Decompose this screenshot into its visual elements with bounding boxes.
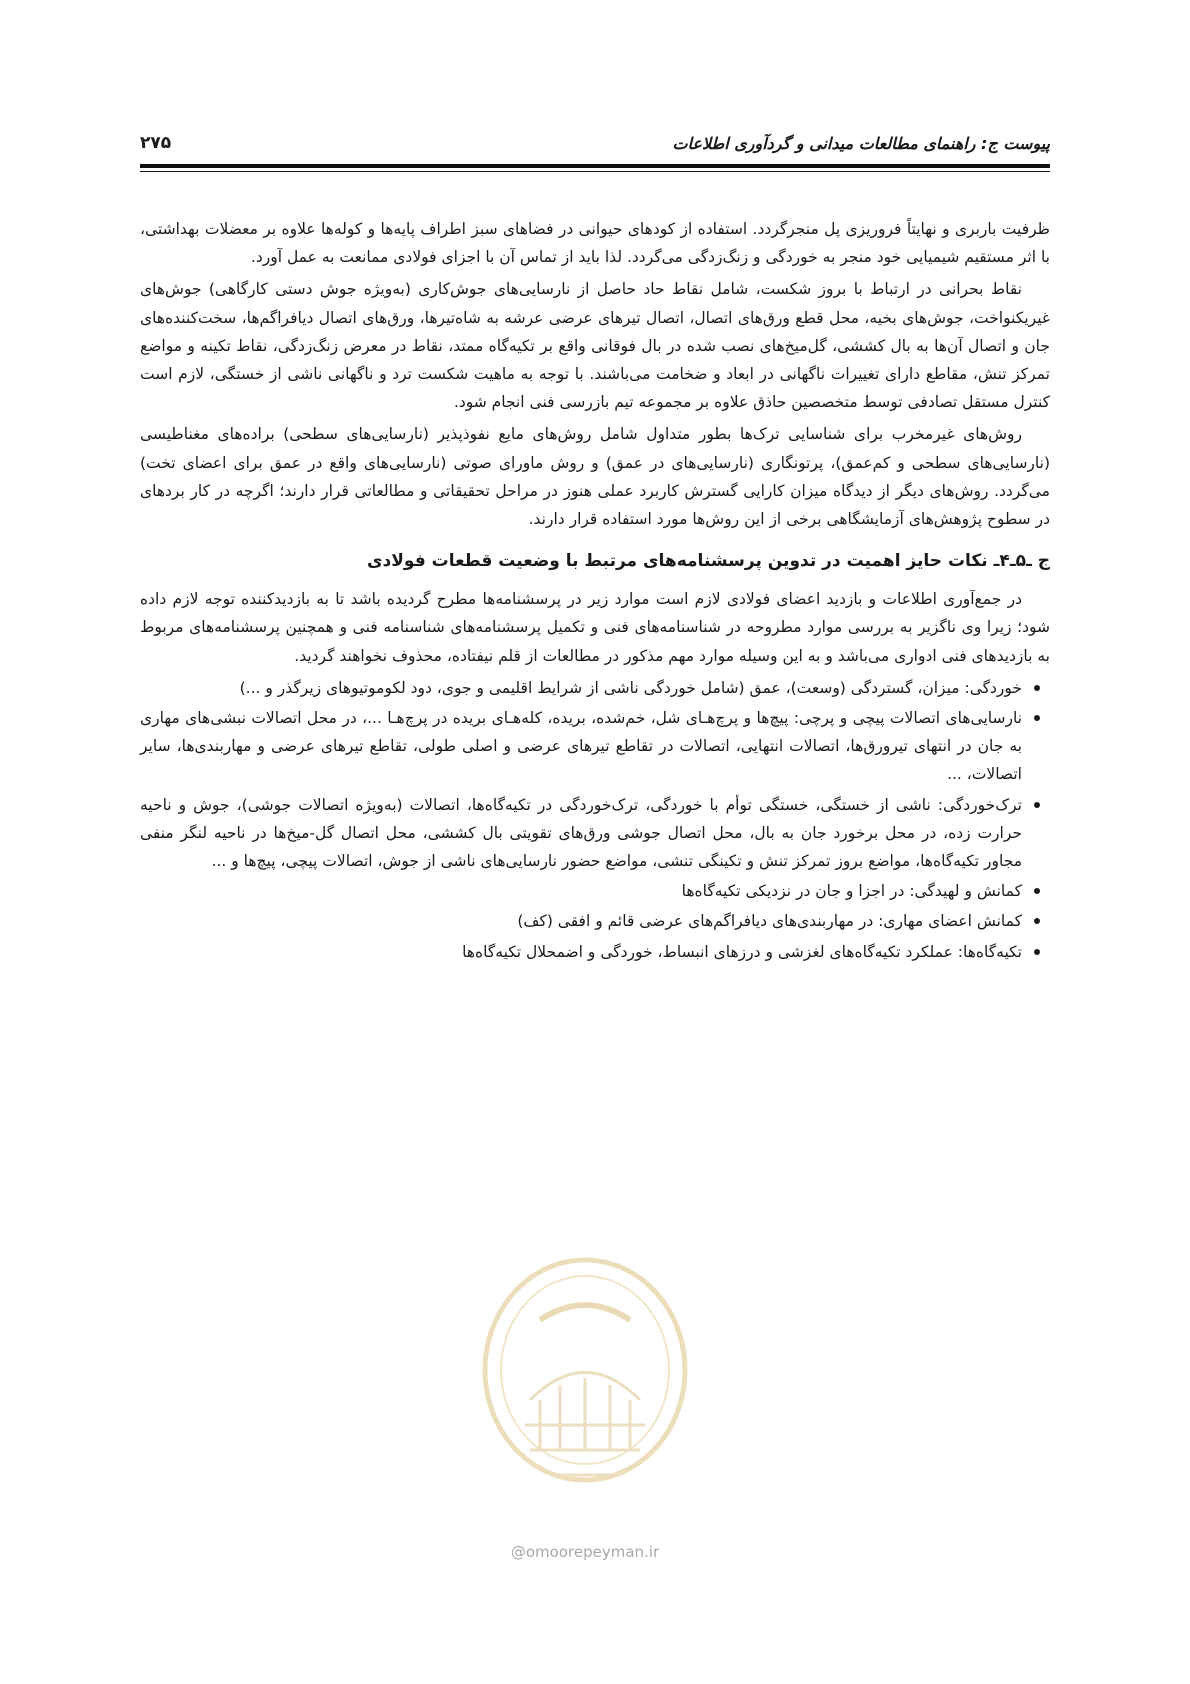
paragraph-2: نقاط بحرانی در ارتباط با بروز شکست، شامل نقاط حاد حاصل از نارسایی‌های جوش‌کاری (به‌ویژه جوش دستی کارگاهی) جوش‌های غیریکنواخت، جوش‌های بخیه، محل قطع ورق‌های اتصال، اتصال تیرهای عرضی عرشه به شاه‌تیرها، ورق‌های اتصال دیافراگم‌ها، سخت‌کننده‌های جان و اتصال آن‌ها به بال کششی، گل‌میخ‌های نصب شده در بال فوقانی واقع بر تکیه‌گاه ممتد، نقاط در معرض زنگ‌زدگی، نقاط تکینه و مواضع تمرکز تنش، مقاطع دارای تغییرات ناگهانی در ابعاد و ضخامت می‌باشند. با توجه به ماهیت شکست ترد و ناگهانی ناشی از خستگی، لازم است کنترل مستقل تصادفی توسط متخصصین حاذق علاوه بر مجموعه تیم بازرسی فنی انجام شود. [140, 280, 1050, 412]
list-item: ترک‌خوردگی: ناشی از خستگی، خستگی توأم با خوردگی، ترک‌خوردگی در تکیه‌گاه‌ها، اتصالات (به‌ویژه اتصالات جوشی)، جوش و ناحیه حرارت زده، در محل برخورد جان به بال، محل اتصال جوشی ورق‌های تقویتی بال کششی، محل اتصال گل-میخ‌ها در ناحیه لنگر منفی مجاور تکیه‌گاه‌ها، مواضع بروز تمرکز تنش و تکینگی تنشی، مواضع حضور نارسایی‌های ناشی از جوش، اتصالات پیچی، پیچ‌ها و ... [140, 791, 1022, 876]
list-item: نارسایی‌های اتصالات پیچی و پرچی: پیچ‌ها و پرچ‌هـای شل، خم‌شده، بریده، کله‌هـای بریده در پرچ‌هـا ...، در محل اتصالات نبشی‌های مهاری به جان در انتهای تیرورق‌ها، اتصالات انتهایی، اتصالات در تقاطع تیرهای عرضی و اصلی طولی، تقاطع تیرهای عرضی و مهاربندی‌ها، سایر اتصالات، ... [140, 704, 1022, 789]
watermark-logo [470, 1250, 700, 1540]
page-number: ۲۷۵ [140, 133, 172, 153]
body-content [140, 215, 1050, 968]
watermark-url: @omoorepeyman.ir [510, 1543, 660, 1561]
section-intro: در جمع‌آوری اطلاعات و بازدید اعضای فولادی لازم است موارد زیر در پرسشنامه‌ها مطرح گردیده باشد تا به بازدیدکننده توجه لازم داده شود؛ زیرا وی ناگزیر به بررسی موارد مطروحه در شناسنامه‌های فنی و تکمیل پرسشنامه‌های شناسنامه فنی و همچنین پرسشنامه‌های مربوط به بازدیدهای فنی ادواری می‌باشد و به این وسیله موارد مهم مذکور در مطالعات از قلم نیفتاده، محذوف نخواهند گردید. [140, 590, 1050, 665]
list-item: تکیه‌گاه‌ها: عملکرد تکیه‌گاه‌های لغزشی و درزهای انبساط، خوردگی و اضمحلال تکیه‌گاه‌ها [140, 938, 1022, 966]
section-heading: ج ـ۵ـ۴ـ نکات حایز اهمیت در تدوین پرسشنامه‌های مرتبط با وضعیت قطعات فولادی [366, 551, 1050, 572]
header-rule-thin [140, 171, 1050, 172]
list-item: خوردگی: میزان، گستردگی (وسعت)، عمق (شامل خوردگی ناشی از شرایط اقلیمی و جوی، دود لکوموتیوهای زیرگذر و ...) [140, 674, 1022, 702]
bullet-list [140, 674, 1050, 966]
running-title: پیوست ج: راهنمای مطالعات میدانی و گردآوری اطلاعات [672, 133, 1050, 153]
list-item: کمانش و لهیدگی: در اجزا و جان در نزدیکی تکیه‌گاه‌ها [140, 877, 1022, 905]
paragraph-1: ظرفیت باربری و نهایتاً فروریزی پل منجرگردد. استفاده از کودهای حیوانی در فضاهای سبز اطراف پایه‌ها و کوله‌ها علاوه بر معضلات بهداشتی، با اثر مستقیم شیمیایی خود منجر به خوردگی و زنگ‌زدگی می‌گردد. لذا باید از تماس آن با اجزای فولادی ممانعت به عمل آورد. [140, 220, 1050, 267]
page-header [140, 128, 1050, 158]
header-rule-thick [140, 164, 1050, 168]
paragraph-3: روش‌های غیرمخرب برای شناسایی ترک‌ها بطور متداول شامل روش‌های مایع نفوذپذیر (نارسایی‌های سطحی) براده‌های مغناطیسی (نارسایی‌های سطحی و کم‌عمق)، پرتونگاری (نارسایی‌های در عمق) و روش ماورای صوتی (نارسایی‌های واقع در عمق برای اعضای تخت) می‌گردد. روش‌های دیگر از دیدگاه میزان کارایی گسترش کاربرد عملی هنوز در مراحل تحقیقاتی و مطالعاتی قرار دارند؛ اگرچه در کار بردهای در سطوح پژوهش‌های آزمایشگاهی برخی از این روش‌ها مورد استفاده قرار دارند. [140, 425, 1050, 529]
list-item: کمانش اعضای مهاری: در مهاربندی‌های دیافراگم‌های عرضی قائم و افقی (کف) [140, 907, 1022, 935]
